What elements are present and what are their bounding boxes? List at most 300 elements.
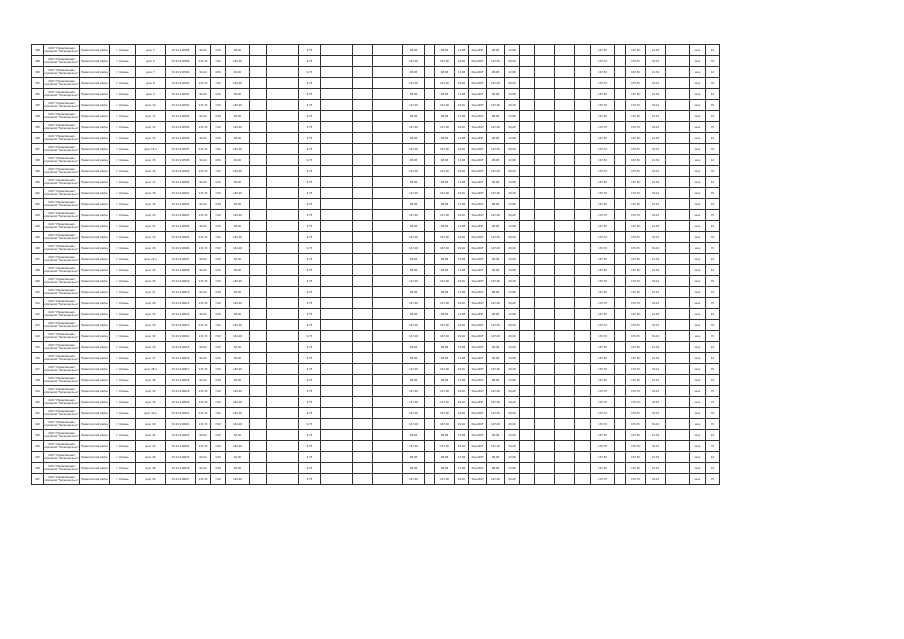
table-cell [373, 408, 403, 419]
table-cell [425, 397, 435, 408]
table-cell: 98,08 [487, 287, 505, 298]
table-cell: Зона ВОТ [469, 56, 487, 67]
table-cell: 98,08 [435, 287, 455, 298]
table-cell [666, 45, 690, 56]
table-cell: 170,70 [591, 243, 615, 254]
table-cell: 4,75 [299, 463, 321, 474]
table-cell: 34,14 [646, 320, 666, 331]
table-cell [353, 474, 373, 485]
table-cell [267, 78, 299, 89]
table-cell: 90,00 [226, 430, 250, 441]
table-cell [250, 430, 267, 441]
table-cell: дом. 21 [136, 221, 166, 232]
table-cell: ООО "Управляющая компания "Зеленодольск" [44, 309, 80, 320]
table-cell: 29,40 [505, 298, 520, 309]
table-cell [666, 320, 690, 331]
table-cell: 29,40 [455, 232, 469, 243]
table-cell: ООО "Управляющая компания "Зеленодольск" [44, 111, 80, 122]
table-cell: 404 [32, 221, 44, 232]
table-cell [321, 287, 353, 298]
table-cell: Приволжский район [80, 320, 110, 331]
table-cell: 107,50 [591, 287, 615, 298]
table-row [32, 144, 720, 155]
table-row [32, 386, 720, 397]
table-cell [425, 463, 435, 474]
table-cell: кв.м [690, 364, 706, 375]
table-cell: Зона ВОТ [469, 342, 487, 353]
table-cell [267, 419, 299, 430]
table-cell [321, 265, 353, 276]
table-cell [575, 430, 591, 441]
table-cell [267, 155, 299, 166]
table-cell [267, 364, 299, 375]
table-cell: 4,50 [211, 287, 226, 298]
table-cell: 90,00 [226, 133, 250, 144]
table-cell [555, 89, 575, 100]
table-cell [615, 243, 626, 254]
table-cell: 98,08 [435, 67, 455, 78]
table-cell [666, 254, 690, 265]
table-cell: 15:21:219623 [166, 430, 196, 441]
table-cell [575, 188, 591, 199]
table-cell: 147,00 [487, 100, 505, 111]
table-cell: 29,40 [505, 331, 520, 342]
table-cell: 147,00 [403, 122, 425, 133]
table-cell: 29,40 [505, 122, 520, 133]
table-cell [373, 430, 403, 441]
table-cell: 98,08 [435, 221, 455, 232]
table-cell: 147,00 [487, 122, 505, 133]
table-cell [267, 463, 299, 474]
table-cell [353, 276, 373, 287]
table-cell [321, 67, 353, 78]
table-cell [267, 89, 299, 100]
table-cell: 396 [32, 133, 44, 144]
table-cell [425, 419, 435, 430]
table-cell: Зона ВОТ [469, 265, 487, 276]
table-cell: 391 [32, 78, 44, 89]
table-cell: 70 [706, 298, 720, 309]
table-cell [353, 155, 373, 166]
table-cell: кв.м [690, 419, 706, 430]
table-cell [666, 265, 690, 276]
table-cell [535, 320, 555, 331]
table-cell [666, 364, 690, 375]
table-cell: Приволжский район [80, 375, 110, 386]
table-cell [250, 276, 267, 287]
table-cell [353, 45, 373, 56]
table-cell: Зона ВОТ [469, 67, 487, 78]
table-cell: 99,22 [196, 430, 211, 441]
table-cell [321, 309, 353, 320]
table-cell: Зона ВОТ [469, 397, 487, 408]
table-cell: 34,14 [646, 331, 666, 342]
table-cell [555, 452, 575, 463]
table-cell: 70 [706, 144, 720, 155]
table-cell: г. Казань [110, 111, 136, 122]
table-cell: ООО "Управляющая компания "Зеленодольск" [44, 144, 80, 155]
table-cell: 13,98 [455, 67, 469, 78]
table-cell [666, 386, 690, 397]
table-row [32, 309, 720, 320]
table-cell: Приволжский район [80, 89, 110, 100]
table-cell: 131,70 [196, 408, 211, 419]
table-cell: ООО "Управляющая компания "Зеленодольск" [44, 199, 80, 210]
table-cell: ООО "Управляющая компания "Зеленодольск" [44, 122, 80, 133]
table-cell: 147,00 [487, 210, 505, 221]
table-cell: 42 [706, 67, 720, 78]
table-cell: ООО "Управляющая компания "Зеленодольск" [44, 243, 80, 254]
table-cell [353, 78, 373, 89]
table-cell [666, 133, 690, 144]
table-cell: г. Казань [110, 254, 136, 265]
table-cell [425, 276, 435, 287]
table-cell: 29,40 [505, 210, 520, 221]
table-cell: 140,00 [226, 419, 250, 430]
table-cell: 147,00 [403, 276, 425, 287]
table-cell: ООО "Управляющая компания "Зеленодольск" [44, 419, 80, 430]
table-cell [520, 474, 535, 485]
table-cell: 170,70 [626, 188, 646, 199]
table-cell: 147,00 [403, 210, 425, 221]
table-cell: 147,00 [487, 364, 505, 375]
table-cell [267, 298, 299, 309]
table-cell: 34,14 [646, 210, 666, 221]
table-cell: 7,00 [211, 144, 226, 155]
table-cell [666, 408, 690, 419]
table-cell: Приволжский район [80, 430, 110, 441]
table-cell: 4,75 [299, 210, 321, 221]
table-cell: 4,75 [299, 408, 321, 419]
table-cell: 15:21:219611 [166, 298, 196, 309]
table-cell: 15:21:219597 [166, 144, 196, 155]
table-cell: 15:21:219612 [166, 309, 196, 320]
table-row [32, 67, 720, 78]
table-cell [373, 441, 403, 452]
table-cell: 29,40 [455, 243, 469, 254]
table-cell [373, 474, 403, 485]
table-row [32, 364, 720, 375]
table-cell: 147,00 [435, 441, 455, 452]
table-cell: 29,40 [505, 419, 520, 430]
table-cell [615, 430, 626, 441]
table-row [32, 375, 720, 386]
table-cell [520, 155, 535, 166]
table-cell: 21,54 [646, 353, 666, 364]
table-cell: Приволжский район [80, 144, 110, 155]
table-cell: 140,00 [226, 386, 250, 397]
table-cell: 388 [32, 45, 44, 56]
table-cell: 29,40 [505, 474, 520, 485]
table-cell: 170,70 [591, 122, 615, 133]
table-cell: 42 [706, 45, 720, 56]
table-cell: 98,08 [487, 199, 505, 210]
table-cell [555, 320, 575, 331]
table-cell: 4,75 [299, 56, 321, 67]
table-cell [373, 419, 403, 430]
table-cell: кв.м [690, 232, 706, 243]
table-cell: 147,00 [487, 320, 505, 331]
table-cell [267, 166, 299, 177]
table-cell: Приволжский район [80, 265, 110, 276]
table-cell: 140,00 [226, 331, 250, 342]
table-cell: 170,70 [591, 474, 615, 485]
table-cell: 7,00 [211, 320, 226, 331]
table-cell: Приволжский район [80, 67, 110, 78]
table-cell [425, 254, 435, 265]
table-cell [555, 375, 575, 386]
table-cell: дом. 29 [136, 309, 166, 320]
table-cell: 98,08 [403, 133, 425, 144]
table-cell [353, 364, 373, 375]
table-row [32, 408, 720, 419]
table-cell [520, 78, 535, 89]
table-cell: 147,00 [435, 166, 455, 177]
table-cell [321, 133, 353, 144]
table-cell: 4,75 [299, 78, 321, 89]
table-cell: 147,00 [435, 232, 455, 243]
table-cell: 4,75 [299, 243, 321, 254]
table-cell: 4,50 [211, 45, 226, 56]
table-cell: 423 [32, 430, 44, 441]
table-cell: г. Казань [110, 397, 136, 408]
table-cell: 4,75 [299, 265, 321, 276]
table-cell: 147,00 [435, 78, 455, 89]
table-cell: 131,70 [196, 144, 211, 155]
table-cell: 21,54 [646, 111, 666, 122]
table-cell: ООО "Управляющая компания "Зеленодольск" [44, 232, 80, 243]
table-cell: 140,00 [226, 408, 250, 419]
table-cell: дом. 17 [136, 177, 166, 188]
table-cell: 21,54 [646, 67, 666, 78]
table-cell: г. Казань [110, 320, 136, 331]
table-cell [535, 56, 555, 67]
table-cell: 13,98 [505, 67, 520, 78]
table-cell: 170,70 [591, 397, 615, 408]
table-cell: 98,08 [487, 430, 505, 441]
table-cell: Приволжский район [80, 364, 110, 375]
table-cell: кв.м [690, 199, 706, 210]
table-cell: 147,00 [487, 386, 505, 397]
table-cell [267, 67, 299, 78]
table-row [32, 221, 720, 232]
table-cell [353, 298, 373, 309]
table-cell: 13,98 [455, 45, 469, 56]
table-cell: Приволжский район [80, 221, 110, 232]
table-cell: дом. 10 [136, 100, 166, 111]
table-cell [353, 463, 373, 474]
table-cell [353, 342, 373, 353]
table-cell [353, 177, 373, 188]
table-cell: 15:21:219609 [166, 276, 196, 287]
table-cell: 170,70 [626, 320, 646, 331]
table-cell [425, 144, 435, 155]
table-cell [520, 188, 535, 199]
table-cell: 170,70 [626, 276, 646, 287]
table-cell: 7,00 [211, 276, 226, 287]
table-cell [535, 133, 555, 144]
table-cell: 98,08 [487, 111, 505, 122]
table-cell: 107,50 [591, 265, 615, 276]
table-cell: 98,08 [435, 177, 455, 188]
table-cell [555, 463, 575, 474]
table-cell: 170,70 [626, 78, 646, 89]
table-cell [520, 232, 535, 243]
table-cell [353, 441, 373, 452]
table-cell [267, 375, 299, 386]
table-cell: дом. 20 [136, 210, 166, 221]
table-cell: 107,50 [591, 342, 615, 353]
table-cell [373, 265, 403, 276]
table-cell: 392 [32, 89, 44, 100]
table-cell [425, 287, 435, 298]
table-cell: 98,08 [487, 309, 505, 320]
table-cell [575, 320, 591, 331]
table-cell [425, 199, 435, 210]
table-cell: г. Казань [110, 122, 136, 133]
table-cell: 15:21:219606 [166, 243, 196, 254]
table-cell [555, 155, 575, 166]
table-cell [555, 122, 575, 133]
table-cell: 147,00 [435, 364, 455, 375]
table-cell: 42 [706, 177, 720, 188]
table-cell: 131,70 [196, 320, 211, 331]
table-cell: ООО "Управляющая компания "Зеленодольск" [44, 408, 80, 419]
table-cell: 4,50 [211, 89, 226, 100]
table-cell: кв.м [690, 430, 706, 441]
table-cell: 98,08 [403, 199, 425, 210]
table-cell [666, 144, 690, 155]
table-cell: ООО "Управляющая компания "Зеленодольск" [44, 386, 80, 397]
table-cell: 147,00 [435, 320, 455, 331]
table-cell: 170,70 [626, 232, 646, 243]
table-cell [520, 397, 535, 408]
table-cell: Зона ВОТ [469, 276, 487, 287]
table-cell: 170,70 [591, 419, 615, 430]
table-cell [615, 67, 626, 78]
table-cell: 147,00 [435, 144, 455, 155]
data-table [31, 44, 720, 485]
table-cell: 13,98 [455, 452, 469, 463]
table-cell [535, 45, 555, 56]
table-cell: Приволжский район [80, 342, 110, 353]
table-cell: 99,22 [196, 67, 211, 78]
table-cell: 13,98 [505, 265, 520, 276]
table-cell: 15:21:219614 [166, 331, 196, 342]
table-cell [666, 309, 690, 320]
table-cell [267, 100, 299, 111]
table-cell [425, 133, 435, 144]
table-cell [353, 408, 373, 419]
table-cell [250, 353, 267, 364]
table-cell: 140,00 [226, 188, 250, 199]
table-cell: Приволжский район [80, 474, 110, 485]
table-cell: 140,00 [226, 78, 250, 89]
table-cell: 99,22 [196, 309, 211, 320]
table-cell [250, 408, 267, 419]
table-cell: 98,08 [435, 199, 455, 210]
table-cell: 70 [706, 243, 720, 254]
table-cell: 98,08 [403, 265, 425, 276]
table-cell [535, 221, 555, 232]
table-cell: дом. 9 [136, 89, 166, 100]
table-cell: 98,08 [487, 45, 505, 56]
table-cell: 29,40 [455, 144, 469, 155]
table-row [32, 452, 720, 463]
table-cell [520, 265, 535, 276]
table-cell [615, 265, 626, 276]
table-cell: 90,00 [226, 177, 250, 188]
table-cell: 170,70 [591, 276, 615, 287]
table-cell: 107,50 [591, 221, 615, 232]
table-cell [250, 474, 267, 485]
table-cell [575, 100, 591, 111]
table-cell [373, 353, 403, 364]
table-cell: кв.м [690, 386, 706, 397]
table-cell [666, 342, 690, 353]
table-cell [615, 232, 626, 243]
table-cell: 34,14 [646, 166, 666, 177]
table-cell [321, 89, 353, 100]
table-cell: ООО "Управляющая компания "Зеленодольск" [44, 287, 80, 298]
table-cell: 29,40 [455, 320, 469, 331]
table-cell [575, 166, 591, 177]
table-cell: 147,00 [487, 188, 505, 199]
table-cell [425, 320, 435, 331]
table-cell [267, 320, 299, 331]
table-cell: 70 [706, 441, 720, 452]
table-cell [267, 144, 299, 155]
table-cell [575, 144, 591, 155]
table-cell: дом. 24 а [136, 254, 166, 265]
table-cell [250, 89, 267, 100]
table-cell: 29,40 [505, 364, 520, 375]
table-cell: 4,75 [299, 430, 321, 441]
table-cell: Зона ВОТ [469, 287, 487, 298]
table-cell: 98,08 [403, 67, 425, 78]
table-cell: 390 [32, 67, 44, 78]
table-cell: 98,08 [435, 463, 455, 474]
table-cell: г. Казань [110, 199, 136, 210]
table-cell [353, 133, 373, 144]
table-cell: 4,75 [299, 419, 321, 430]
table-cell: 15:21:219591 [166, 78, 196, 89]
table-cell: 42 [706, 309, 720, 320]
table-cell [555, 56, 575, 67]
table-cell: 70 [706, 210, 720, 221]
table-cell: г. Казань [110, 188, 136, 199]
table-cell: 4,75 [299, 375, 321, 386]
table-cell: 131,70 [196, 386, 211, 397]
table-cell: 29,40 [505, 320, 520, 331]
table-cell: 140,00 [226, 122, 250, 133]
table-cell: 7,00 [211, 188, 226, 199]
table-cell: 21,54 [646, 452, 666, 463]
table-cell: ООО "Управляющая компания "Зеленодольск" [44, 177, 80, 188]
table-cell: 15:21:219620 [166, 397, 196, 408]
table-cell [666, 177, 690, 188]
table-cell [373, 155, 403, 166]
table-cell [373, 243, 403, 254]
table-cell [250, 166, 267, 177]
table-cell: 99,22 [196, 342, 211, 353]
table-cell: 15:21:219590 [166, 67, 196, 78]
table-cell: 4,75 [299, 342, 321, 353]
table-cell: 42 [706, 430, 720, 441]
table-cell: 147,00 [403, 188, 425, 199]
table-cell: 131,70 [196, 331, 211, 342]
table-cell [535, 331, 555, 342]
